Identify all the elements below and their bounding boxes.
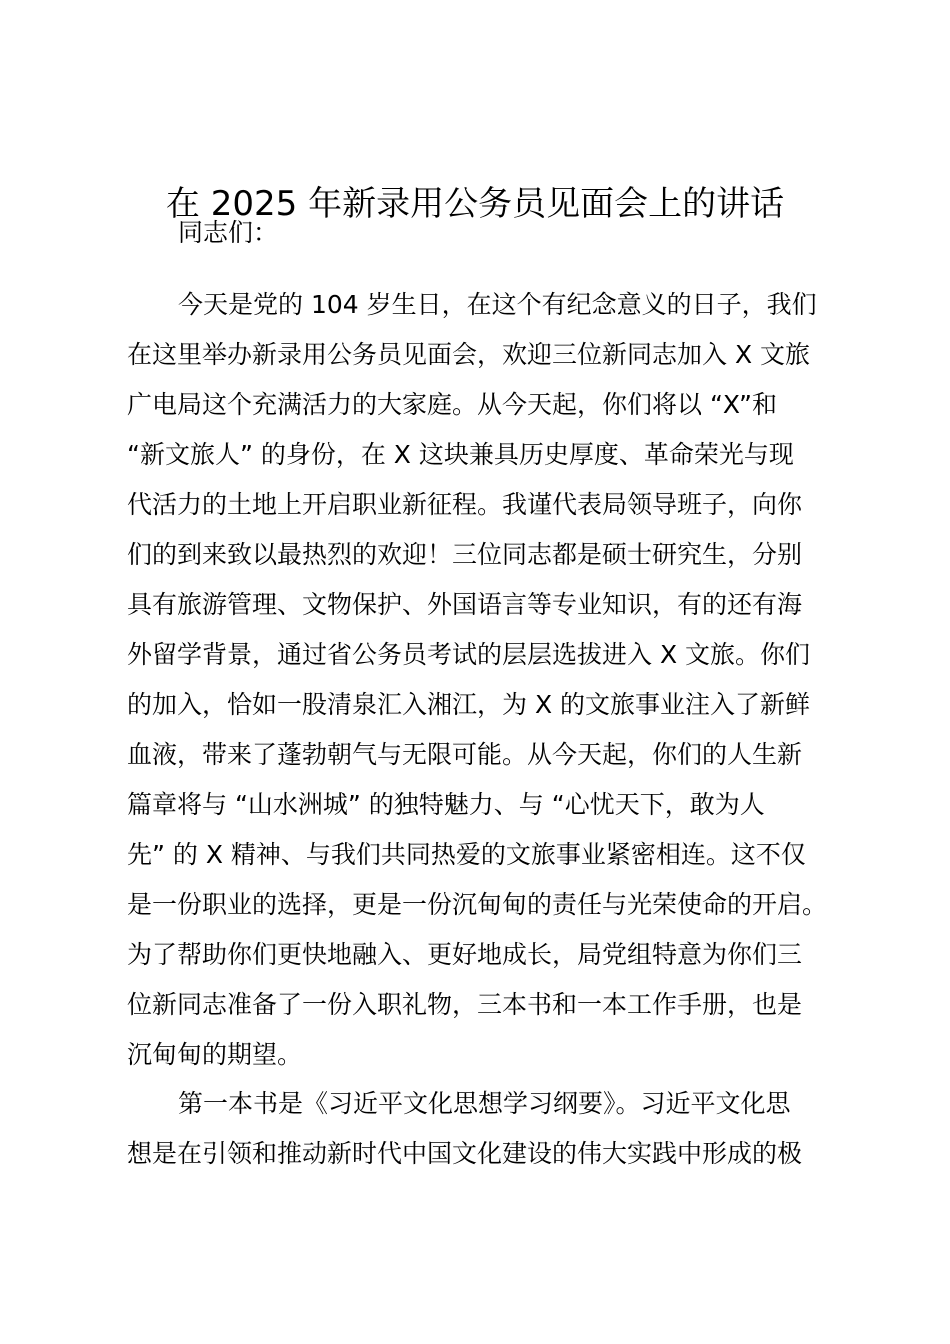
- paragraph-line: 在这里举办新录用公务员见面会，欢迎三位新同志加入 X 文旅: [127, 340, 811, 369]
- paragraph-line: 具有旅游管理、文物保护、外国语言等专业知识，有的还有海: [127, 590, 803, 619]
- paragraph-line: 们的到来致以最热烈的欢迎！三位同志都是硕士研究生，分别: [127, 540, 803, 569]
- paragraph-line: 篇章将与 “山水洲城” 的独特魅力、与 “心忧天下，敢为人: [127, 790, 765, 819]
- paragraph-line: 想是在引领和推动新时代中国文化建设的伟大实践中形成的极: [127, 1139, 803, 1168]
- paragraph-line: 沉甸甸的期望。: [127, 1040, 303, 1069]
- paragraph-line: 位新同志准备了一份入职礼物，三本书和一本工作手册，也是: [127, 990, 803, 1019]
- page-title: 在 2025 年新录用公务员见面会上的讲话: [165, 184, 785, 224]
- salutation: 同志们：: [178, 218, 279, 247]
- paragraph-line: “新文旅人” 的身份，在 X 这块兼具历史厚度、革命荣光与现: [127, 440, 794, 469]
- paragraph-line: 广电局这个充满活力的大家庭。从今天起，你们将以 “X”和: [127, 390, 777, 419]
- paragraph-line: 代活力的土地上开启职业新征程。我谨代表局领导班子，向你: [127, 490, 803, 519]
- paragraph-line: 的加入，恰如一股清泉汇入湘江，为 X 的文旅事业注入了新鲜: [127, 690, 811, 719]
- paragraph-line: 今天是党的 104 岁生日，在这个有纪念意义的日子，我们: [178, 290, 817, 319]
- paragraph-line: 为了帮助你们更快地融入、更好地成长，局党组特意为你们三: [127, 940, 803, 969]
- paragraph-1: [127, 280, 843, 1080]
- paragraph-line: 先” 的 X 精神、与我们共同热爱的文旅事业紧密相连。这不仅: [127, 840, 806, 869]
- paragraph-line: 是一份职业的选择，更是一份沉甸甸的责任与光荣使命的开启。: [127, 890, 828, 919]
- paragraph-2: [127, 1079, 843, 1179]
- paragraph-line: 外留学背景，通过省公务员考试的层层选拔进入 X 文旅。你们: [127, 640, 811, 669]
- salutation-block: [127, 208, 843, 258]
- paragraph-line: 血液，带来了蓬勃朝气与无限可能。从今天起，你们的人生新: [127, 740, 803, 769]
- paragraph-line: 第一本书是《习近平文化思想学习纲要》。习近平文化思: [178, 1089, 791, 1118]
